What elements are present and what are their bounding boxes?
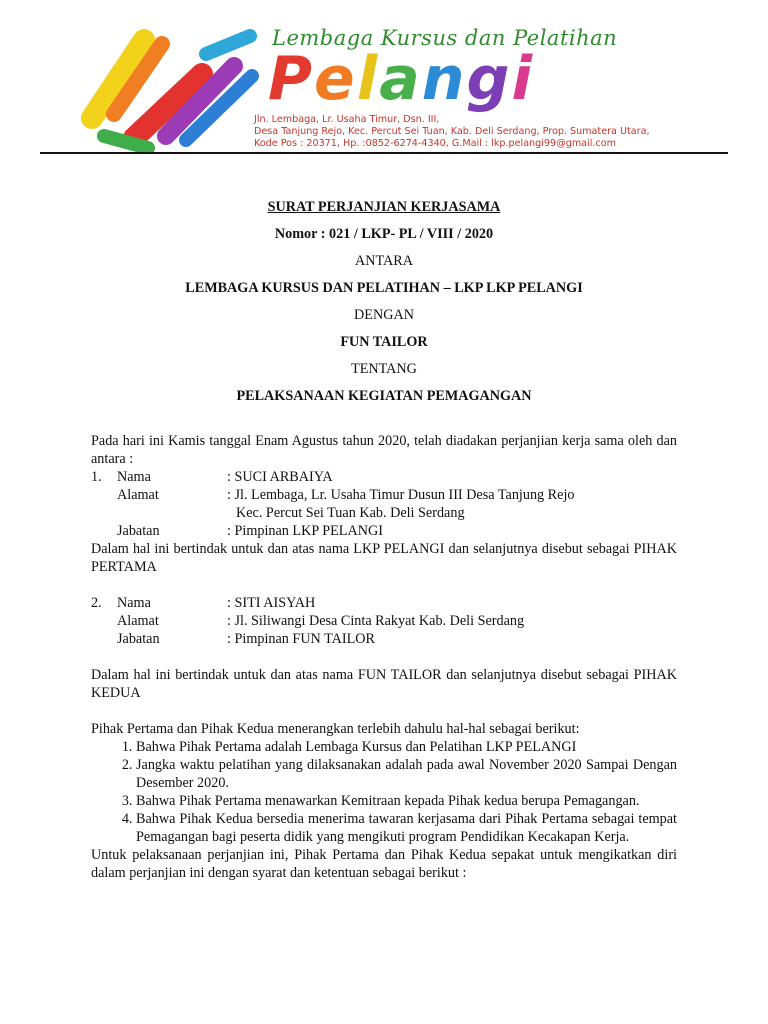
rainbow-logo-icon (74, 18, 264, 154)
party-two-org: FUN TAILOR (340, 334, 428, 350)
closing-paragraph: Untuk pelaksanaan perjanjian ini, Pihak Pertama dan Pihak Kedua sepakat untuk mengikatkan diri dalam perjanjian ini dengan syarat dan ketentuan sebagai berikut : (91, 847, 677, 881)
document-number: Nomor : 021 / LKP- PL / VIII / 2020 (274, 226, 494, 242)
list-item: 4. Bahwa Pihak Kedua bersedia menerima tawaran kerjasama dari Pihak Pertama sebagai tempat Pemagangan bagi peserta didik yang mengikuti program Pendidikan Kecakapan Kerja. (136, 810, 677, 846)
between-label: ANTARA (355, 253, 413, 269)
brand-name (268, 44, 534, 114)
brand-letter: i (511, 44, 535, 114)
with-label: DENGAN (354, 307, 414, 323)
brand-letter: n (421, 44, 467, 114)
party-one-address-row: Alamat : Jl. Lembaga, Lr. Usaha Timur Dusun III Desa Tanjung Rejo (117, 487, 575, 503)
brand-letter: e (313, 44, 357, 114)
document-title: SURAT PERJANJIAN KERJASAMA (267, 199, 501, 215)
org-label: Lembaga Kursus dan Pelatihan (272, 26, 618, 50)
letterhead (0, 0, 768, 160)
brand-letter: P (268, 44, 314, 114)
address-line: Kode Pos : 20371, Hp. :0852-6274-4340, G.Mail : lkp.pelangi99@gmail.com (254, 138, 616, 149)
party-two-name-row: 2. Nama : SITI AISYAH (91, 595, 316, 611)
party-two-address-row: Alamat : Jl. Siliwangi Desa Cinta Rakyat Kab. Deli Serdang (117, 613, 525, 629)
intro-paragraph: Pada hari ini Kamis tanggal Enam Agustus tahun 2020, telah diadakan perjanjian kerja sama oleh dan antara : (91, 433, 677, 467)
brand-letter: l (356, 44, 380, 114)
party-one-address-row-2: Kec. Percut Sei Tuan Kab. Deli Serdang (236, 505, 465, 521)
party-one-name-row: 1. Nama : SUCI ARBAIYA (91, 469, 333, 485)
header-divider (40, 152, 728, 154)
points-list (91, 738, 677, 846)
address-line: Jln. Lembaga, Lr. Usaha Timur, Dsn. III, (254, 114, 440, 125)
party-two-statement: Dalam hal ini bertindak untuk dan atas nama FUN TAILOR dan selanjutnya disebut sebagai PIHAK KEDUA (91, 667, 677, 701)
letterhead-address (254, 114, 650, 150)
party-two-position-row: Jabatan : Pimpinan FUN TAILOR (117, 631, 375, 647)
party-one-statement: Dalam hal ini bertindak untuk dan atas nama LKP PELANGI dan selanjutnya disebut sebagai PIHAK PERTAMA (91, 541, 677, 575)
party-one-position-row: Jabatan : Pimpinan LKP PELANGI (117, 523, 383, 539)
explain-intro: Pihak Pertama dan Pihak Kedua menerangkan terlebih dahulu hal-hal sebagai berikut: (91, 721, 580, 737)
list-item: 2. Jangka waktu pelatihan yang dilaksanakan adalah pada awal November 2020 Sampai Dengan Desember 2020. (136, 756, 677, 792)
about-label: TENTANG (351, 361, 417, 377)
party-one-org: LEMBAGA KURSUS DAN PELATIHAN – LKP LKP PELANGI (185, 280, 583, 296)
document-body (91, 198, 677, 882)
list-item: 1. Bahwa Pihak Pertama adalah Lembaga Kursus dan Pelatihan LKP PELANGI (136, 738, 677, 756)
brand-letter: g (466, 44, 512, 114)
brand-letter: a (379, 44, 422, 114)
subject-title: PELAKSANAAN KEGIATAN PEMAGANGAN (236, 388, 532, 404)
address-line: Desa Tanjung Rejo, Kec. Percut Sei Tuan, Kab. Deli Serdang, Prop. Sumatera Utara, (254, 126, 650, 137)
list-item: 3. Bahwa Pihak Pertama menawarkan Kemitraan kepada Pihak kedua berupa Pemagangan. (136, 792, 677, 810)
